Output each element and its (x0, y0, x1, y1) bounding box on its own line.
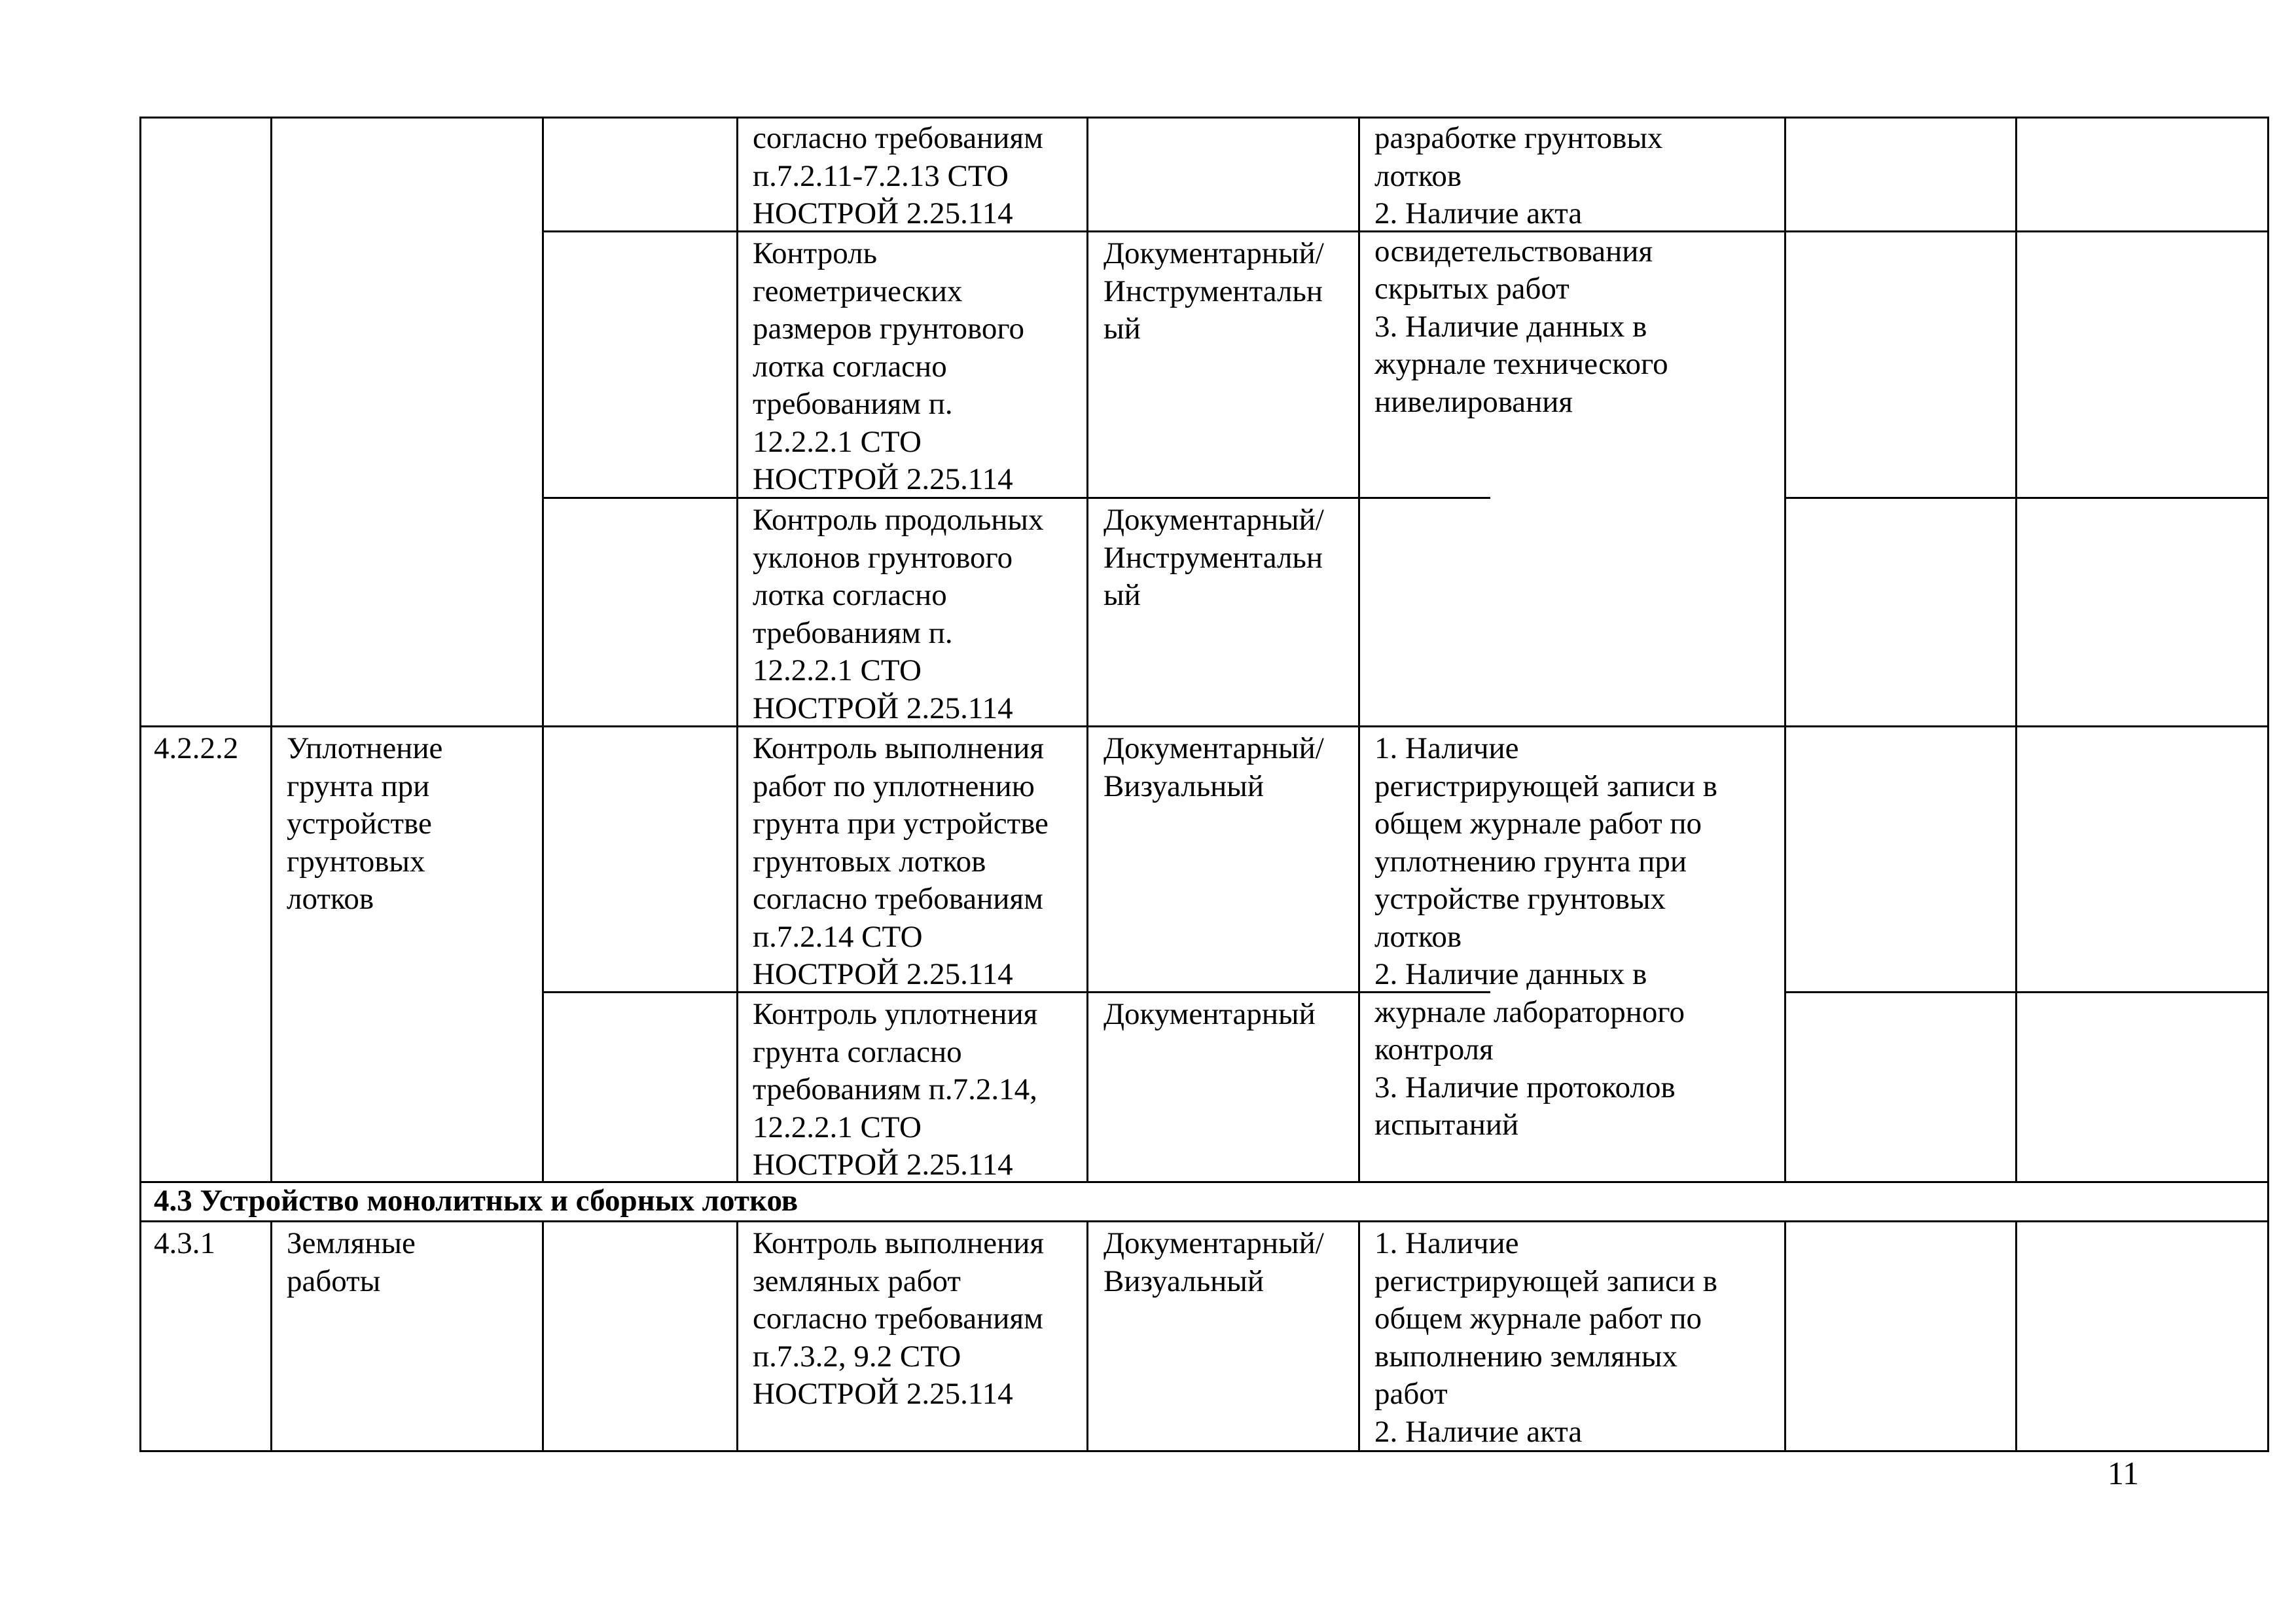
work-description-cell: Контроль выполнения земляных работ согласно требованиям п.7.3.2, 9.2 СТО НОСТРОЙ 2.25.114 (753, 1226, 1044, 1411)
stage-name-cell: Земляные работы (287, 1226, 416, 1298)
table-border-top (139, 117, 2269, 119)
control-method-cell: Документарный/ Визуальный (1103, 1226, 1324, 1298)
column-divider (1086, 1220, 1088, 1452)
column-divider (1358, 117, 1360, 1183)
control-table (139, 117, 2269, 1452)
table-border-bottom (139, 1450, 2269, 1452)
row-divider (1784, 991, 2269, 993)
stage-name-cell: Уплотнение грунта при устройстве грунтовых лотков (287, 731, 443, 916)
section-heading: 4.3 Устройство монолитных и сборных лотков (154, 1184, 798, 1218)
work-description-cell: Контроль продольных уклонов грунтового лотка согласно требованиям п. 12.2.2.1 СТО НОСТРОЙ 2.25.114 (753, 503, 1044, 725)
result-cell: 1. Наличие регистрирующей записи в общем журнале работ по выполнению земляных работ 2. Наличие акта (1374, 1226, 1717, 1449)
work-description-cell: Контроль уплотнения грунта согласно требованиям п.7.2.14, 12.2.2.1 СТО НОСТРОЙ 2.25.114 (753, 997, 1038, 1182)
result-cell: разработке грунтовых лотков 2. Наличие акта освидетельствования скрытых работ 3. Наличие данных в журнале технического нивелирования (1374, 121, 1668, 419)
column-divider (736, 1220, 738, 1452)
control-method-cell: Документарный/ Инструментальн ый (1103, 503, 1324, 612)
control-method-cell: Документарный/ Инструментальн ый (1103, 236, 1324, 346)
page-number: 11 (2108, 1455, 2140, 1491)
work-description-cell: согласно требованиям п.7.2.11-7.2.13 СТО НОСТРОЙ 2.25.114 (753, 121, 1043, 230)
work-description-cell: Контроль выполнения работ по уплотнению грунта при устройстве грунтовых лотков согласно требованиям п.7.2.14 СТО НОСТРОЙ 2.25.114 (753, 731, 1049, 991)
table-border-right (2267, 117, 2269, 1452)
column-divider (270, 117, 272, 1183)
column-divider (1784, 117, 1786, 1183)
result-cell: 1. Наличие регистрирующей записи в общем журнале работ по уплотнению грунта при устройстве грунтовых лотков 2. Наличие данных в журнале лабораторного контроля 3. Наличие протоколов испытаний (1374, 731, 1717, 1142)
work-description-cell: Контроль геометрических размеров грунтового лотка согласно требованиям п. 12.2.2.1 СТО НОСТРОЙ 2.25.114 (753, 236, 1025, 496)
row-divider (139, 1220, 2269, 1222)
column-divider (2015, 117, 2017, 1183)
column-divider (270, 1220, 272, 1452)
column-divider (1358, 1220, 1360, 1452)
row-number-cell: 4.3.1 (154, 1226, 215, 1260)
control-method-cell: Документарный (1103, 997, 1316, 1031)
row-divider (139, 725, 2269, 727)
row-number-cell: 4.2.2.2 (154, 731, 239, 765)
column-divider (2015, 1220, 2017, 1452)
row-divider (1784, 497, 2269, 499)
control-method-cell: Документарный/ Визуальный (1103, 731, 1324, 803)
table-border-left (139, 117, 141, 1452)
column-divider (736, 117, 738, 1183)
column-divider (1086, 117, 1088, 1183)
column-divider (542, 1220, 544, 1452)
column-divider (1784, 1220, 1786, 1452)
column-divider (542, 117, 544, 1183)
